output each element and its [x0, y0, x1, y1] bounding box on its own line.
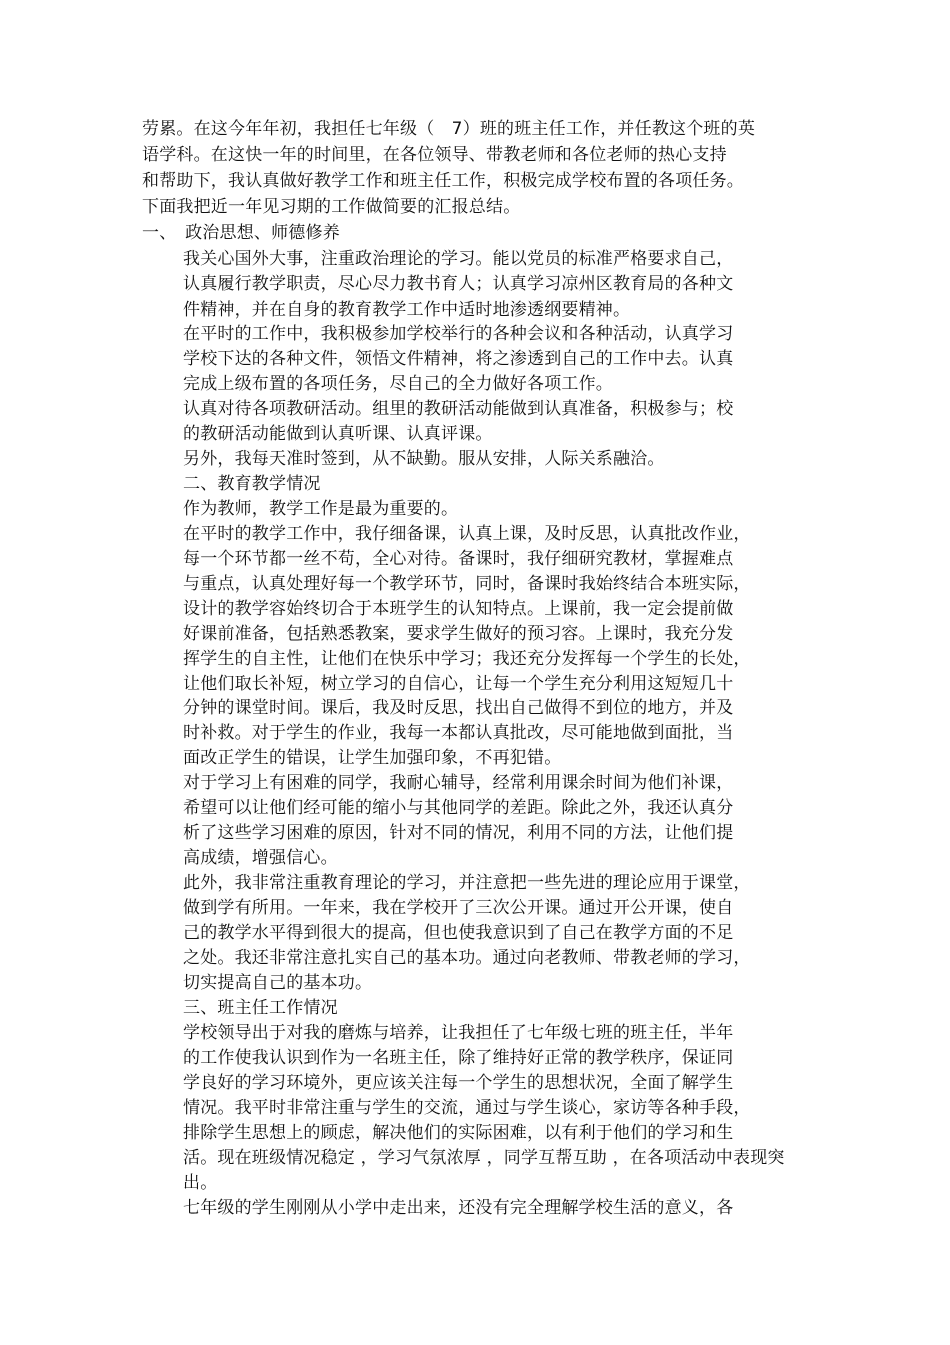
text-line: 分钟的课堂时间。课后，我及时反思，找出自己做得不到位的地方，并及: [183, 698, 734, 718]
text-line: 七年级的学生刚刚从小学中走出来，还没有完全理解学校生活的意义，各: [183, 1198, 734, 1218]
text-line: 认真履行教学职责，尽心尽力教书育人；认真学习凉州区教育局的各种文: [183, 274, 734, 294]
text-line: 每一个环节都一丝不苟，全心对待。备课时，我仔细研究教材，掌握难点: [183, 549, 734, 569]
text-line: 情况。我平时非常注重与学生的交流，通过与学生谈心，家访等各种手段，: [183, 1098, 751, 1118]
text-line: 之处。我还非常注意扎实自己的基本功。通过向老教师、带教老师的学习，: [183, 948, 751, 968]
text-line: 时补救。对于学生的作业，我每一本都认真批改，尽可能地做到面批，当: [183, 723, 734, 743]
text-line: 语学科。在这快一年的时间里，在各位领导、带教老师和各位老师的热心支持: [142, 145, 727, 165]
text-line: 析了这些学习困难的原因，针对不同的情况，利用不同的方法，让他们提: [183, 823, 734, 843]
section-heading: 三、班主任工作情况: [183, 998, 338, 1018]
text-line: 下面我把近一年见习期的工作做简要的汇报总结。: [142, 197, 521, 217]
text-line: 学校领导出于对我的磨炼与培养，让我担任了七年级七班的班主任，半年: [183, 1023, 734, 1043]
text-line: 和帮助下，我认真做好教学工作和班主任工作，积极完成学校布置的各项任务。: [142, 171, 744, 191]
section-heading: 一、 政治思想、师德修养: [142, 223, 340, 243]
text-line: 我关心国外大事，注重政治理论的学习。能以党员的标准严格要求自己，: [183, 249, 734, 269]
text-line: 设计的教学容始终切合于本班学生的认知特点。上课前，我一定会提前做: [183, 599, 734, 619]
text-line: 出。: [183, 1173, 218, 1193]
text-line: 活。现在班级情况稳定 ，学习气氛浓厚 ，同学互帮互助 ，在各项活动中表现突: [183, 1148, 785, 1168]
text-line: 好课前准备，包括熟悉教案，要求学生做好的预习容。上课时，我充分发: [183, 624, 734, 644]
text-line: 挥学生的自主性，让他们在快乐中学习；我还充分发挥每一个学生的长处，: [183, 649, 751, 669]
text-line: 对于学习上有困难的同学，我耐心辅导，经常利用课余时间为他们补课，: [183, 773, 734, 793]
text-line: 排除学生思想上的顾虑，解决他们的实际困难，以有利于他们的学习和生: [183, 1123, 734, 1143]
text-line: 己的教学水平得到很大的提高，但也使我意识到了自己在教学方面的不足: [183, 923, 734, 943]
section-heading: 二、教育教学情况: [183, 474, 321, 494]
text-line: 另外，我每天准时签到，从不缺勤。服从安排，人际关系融洽。: [183, 449, 665, 469]
text-line: 劳累。在这今年年初，我担任七年级（ 7）班的班主任工作，并任教这个班的英: [142, 119, 756, 139]
text-line: 作为教师，教学工作是最为重要的。: [183, 499, 459, 519]
text-line: 的教研活动能做到认真听课、认真评课。: [183, 424, 493, 444]
text-line: 让他们取长补短，树立学习的自信心，让每一个学生充分利用这短短几十: [183, 674, 734, 694]
text-line: 面改正学生的错误，让学生加强印象，不再犯错。: [183, 748, 562, 768]
text-line: 希望可以让他们经可能的缩小与其他同学的差距。除此之外，我还认真分: [183, 798, 734, 818]
text-line: 与重点，认真处理好每一个教学环节，同时，备课时我始终结合本班实际，: [183, 574, 751, 594]
text-line: 在平时的教学工作中，我仔细备课，认真上课，及时反思，认真批改作业，: [183, 524, 751, 544]
text-line: 切实提高自己的基本功。: [183, 973, 373, 993]
text-line: 学良好的学习环境外，更应该关注每一个学生的思想状况，全面了解学生: [183, 1073, 734, 1093]
text-line: 认真对待各项教研活动。组里的教研活动能做到认真准备，积极参与；校: [183, 399, 734, 419]
text-line: 高成绩，增强信心。: [183, 848, 338, 868]
text-line: 的工作使我认识到作为一名班主任，除了维持好正常的教学秩序，保证同: [183, 1048, 734, 1068]
text-line: 件精神，并在自身的教育教学工作中适时地渗透纲要精神。: [183, 300, 631, 320]
text-line: 完成上级布置的各项任务，尽自己的全力做好各项工作。: [183, 374, 613, 394]
text-line: 此外，我非常注重教育理论的学习，并注意把一些先进的理论应用于课堂，: [183, 873, 751, 893]
text-line: 做到学有所用。一年来，我在学校开了三次公开课。通过开公开课，使自: [183, 898, 734, 918]
text-line: 学校下达的各种文件，领悟文件精神，将之渗透到自己的工作中去。认真: [183, 349, 734, 369]
text-line: 在平时的工作中，我积极参加学校举行的各种会议和各种活动，认真学习: [183, 324, 734, 344]
